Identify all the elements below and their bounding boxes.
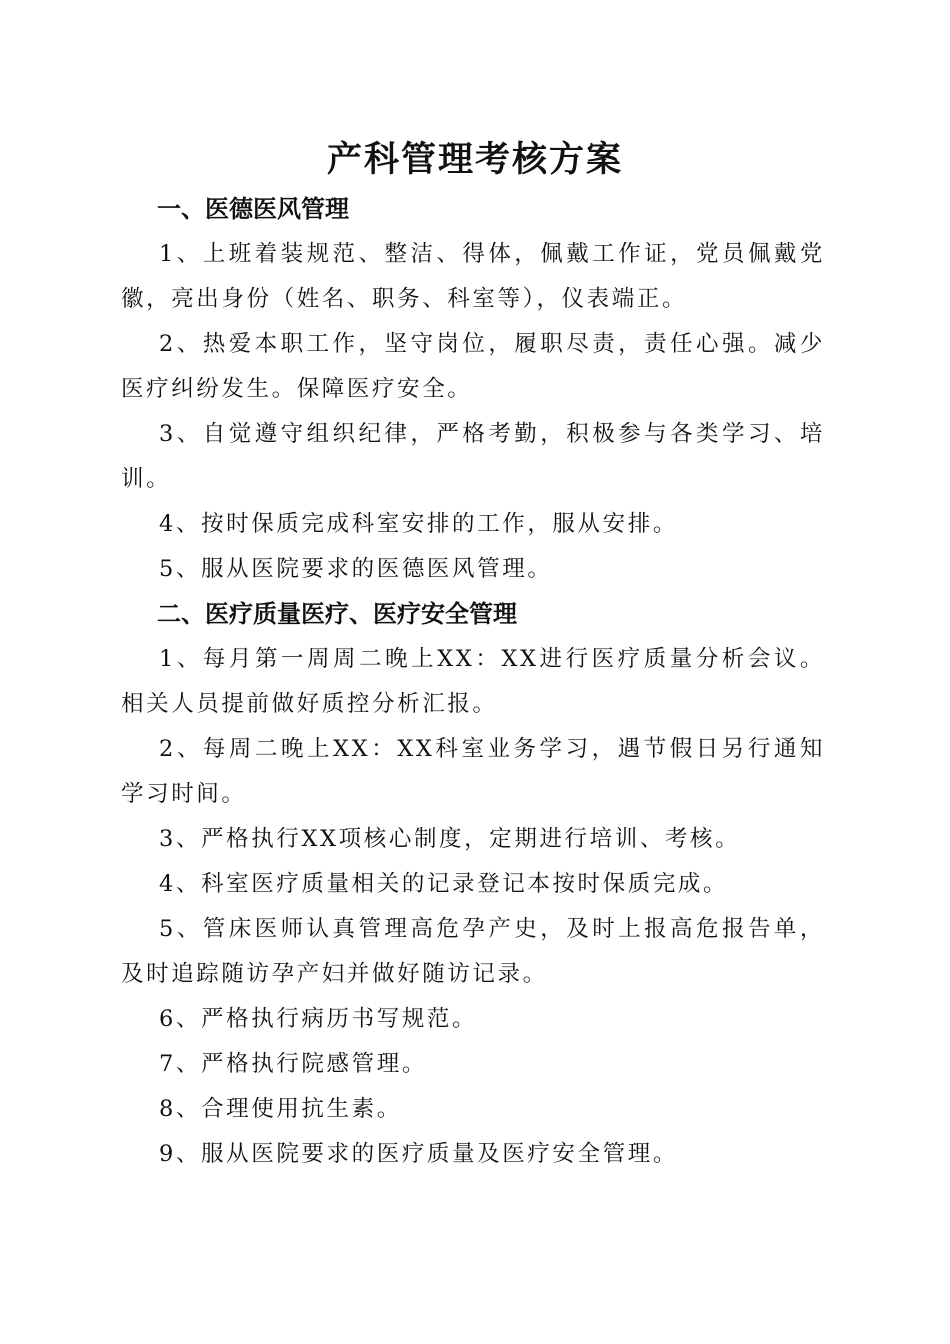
list-item: 6、严格执行病历书写规范。 <box>159 1006 478 1032</box>
section-medical-ethics <box>121 187 825 592</box>
list-item: 4、科室医疗质量相关的记录登记本按时保质完成。 <box>159 871 729 897</box>
section-heading: 二、医疗质量医疗、医疗安全管理 <box>157 600 517 628</box>
list-item: 2、每周二晚上XX：XX科室业务学习，遇节假日另行通知学习时间。 <box>121 736 825 807</box>
section-medical-quality-safety <box>121 592 825 1177</box>
list-item: 1、每月第一周周二晚上XX：XX进行医疗质量分析会议。相关人员提前做好质控分析汇报。 <box>121 646 825 717</box>
list-item: 2、热爱本职工作，坚守岗位，履职尽责，责任心强。减少医疗纠纷发生。保障医疗安全。 <box>121 331 825 402</box>
document-title: 产科管理考核方案 <box>326 139 623 180</box>
list-item: 9、服从医院要求的医疗质量及医疗安全管理。 <box>159 1141 678 1167</box>
list-item: 3、自觉遵守组织纪律，严格考勤，积极参与各类学习、培训。 <box>121 421 825 492</box>
list-item: 1、上班着装规范、整洁、得体，佩戴工作证，党员佩戴党徽，亮出身份（姓名、职务、科室等），仪表端正。 <box>121 241 825 312</box>
list-item: 5、服从医院要求的医德医风管理。 <box>159 556 553 582</box>
list-item: 7、严格执行院感管理。 <box>159 1051 427 1077</box>
list-item: 3、严格执行XX项核心制度，定期进行培训、考核。 <box>159 826 741 852</box>
document-body <box>121 187 825 1177</box>
section-heading: 一、医德医风管理 <box>157 195 349 223</box>
list-item: 4、按时保质完成科室安排的工作，服从安排。 <box>159 511 678 537</box>
list-item: 5、管床医师认真管理高危孕产史，及时上报高危报告单，及时追踪随访孕产妇并做好随访记录。 <box>121 916 825 987</box>
list-item: 8、合理使用抗生素。 <box>159 1096 402 1122</box>
